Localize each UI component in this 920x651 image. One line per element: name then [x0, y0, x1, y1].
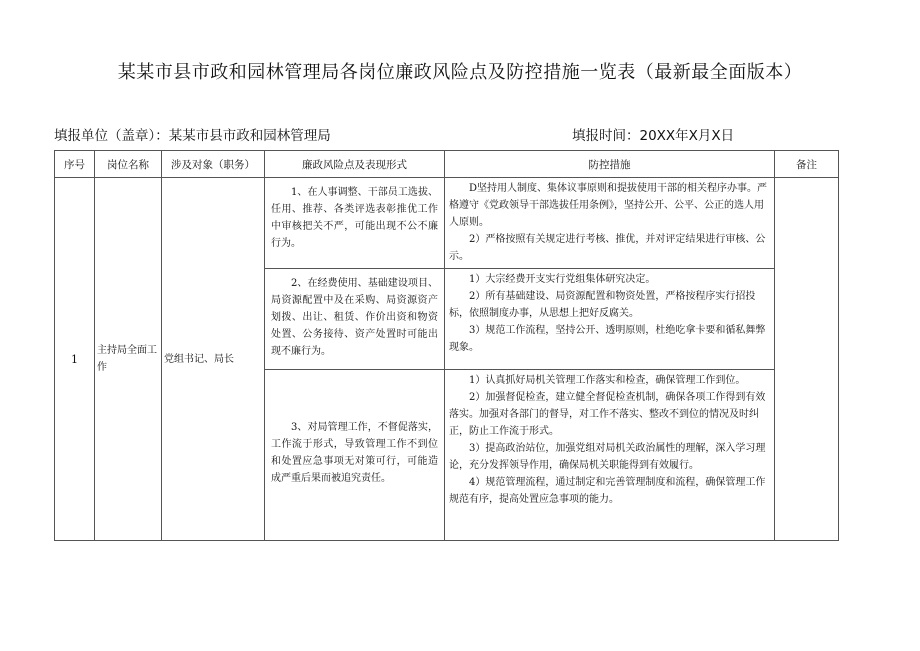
measure-item: 2）加强督促检查，建立健全督促检查机制，确保各项工作得到有效落实。加强对各部门的督导，对工作不落实、整改不到位的情况及时纠正，防止工作流于形式。	[449, 392, 766, 437]
measure-item: D坚持用人制度、集体议事原则和提拔使用干部的相关程序办事。严格遵守《党政领导干部选拔任用条例》，坚持公开、公平、公正的选人用人原则。	[449, 183, 768, 228]
measure-item: 4）规范管理流程，通过制定和完善管理制度和流程，确保管理工作规范有序，提高处置应急事项的能力。	[449, 477, 766, 505]
measure-item: 3）规范工作流程，坚持公开、透明原则，杜绝吃拿卡要和循私舞弊现象。	[449, 325, 766, 353]
measure-item: 2）严格按照有关规定进行考核、推优，并对评定结果进行审核、公示。	[449, 234, 766, 262]
header-remark: 备注	[775, 151, 839, 178]
measures-cell	[445, 178, 775, 269]
header-risk: 廉政风险点及表现形式	[265, 151, 445, 178]
measure-item: 2）所有基础建设、局资源配置和物资处置，严格按程序实行招投标，依照制度办事，从思想上把好反腐关。	[449, 291, 756, 319]
header-target: 涉及对象（职务）	[162, 151, 265, 178]
header-measures: 防控措施	[445, 151, 775, 178]
header-number: 序号	[55, 151, 95, 178]
measure-item: 1）大宗经费开支实行党组集体研究决定。	[469, 274, 656, 285]
measures-cell	[445, 269, 775, 370]
reporting-date: 填报时间：20XX年X月X日	[572, 128, 735, 144]
measures-cell	[445, 370, 775, 541]
row-number: 1	[55, 178, 95, 541]
table-header-row	[55, 151, 839, 178]
risk-table	[54, 150, 839, 541]
row-remark	[775, 178, 839, 541]
table-row	[55, 178, 839, 269]
header-position: 岗位名称	[95, 151, 162, 178]
page-title: 某某市县市政和园林管理局各岗位廉政风险点及防控措施一览表（最新最全面版本）	[117, 62, 803, 83]
risk-item: 1、在人事调整、干部员工选拔、任用、推荐、各类评选表彰推优工作中审核把关不严，可能出现不公不廉行为。	[265, 178, 445, 269]
measure-item: 3）提高政治站位，加强党组对局机关政治属性的理解，深入学习理论，充分发挥领导作用，确保局机关职能得到有效履行。	[449, 443, 766, 471]
measure-item: 1）认真抓好局机关管理工作落实和检查，确保管理工作到位。	[469, 375, 746, 386]
risk-item: 3、对局管理工作，不督促落实，工作流于形式，导致管理工作不到位和处置应急事项无对策可行，可能造成严重后果而被追究责任。	[265, 370, 445, 541]
row-target: 党组书记、局长	[162, 178, 265, 541]
reporting-unit: 填报单位（盖章）：某某市县市政和园林管理局	[54, 128, 331, 144]
row-position: 主持局全面工作	[95, 178, 162, 541]
risk-item: 2、在经费使用、基础建设项目、局资源配置中及在采购、局资源资产划拨、出让、租赁、作价出资和物资处置、公务接待、资产处置时可能出现不廉行为。	[265, 269, 445, 370]
